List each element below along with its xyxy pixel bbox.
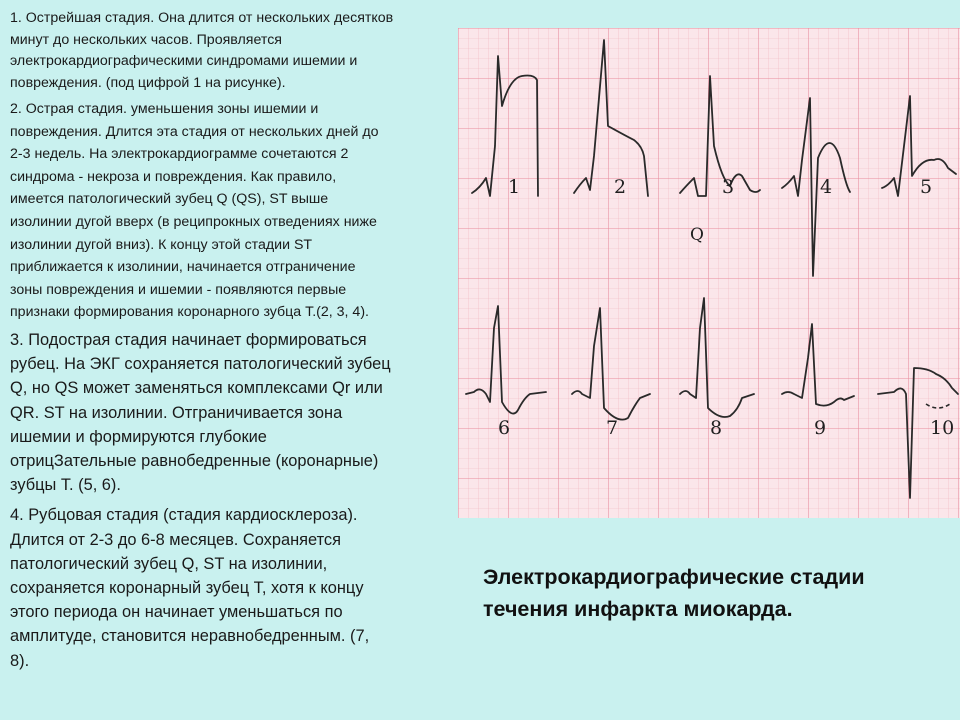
lead-label-10: 10 bbox=[930, 417, 955, 439]
lead-label-1: 1 bbox=[508, 176, 521, 198]
ecg-figure bbox=[458, 28, 960, 518]
q-label: Q bbox=[690, 225, 704, 245]
lead-label-3: 3 bbox=[722, 176, 735, 198]
stages-text bbox=[10, 8, 458, 677]
lead-label-2: 2 bbox=[614, 176, 627, 198]
lead-label-5: 5 bbox=[920, 176, 933, 198]
lead-label-6: 6 bbox=[498, 417, 511, 439]
ecg-strip bbox=[458, 28, 960, 518]
stage-3-text: 3. Подострая стадия начинает формироваться рубец. На ЭКГ сохраняется патологический зубец Q, но QS может заменяться комплексами Qr или QR. ST на изолинии. Отграничивается зона ишемии и формируются глубокие отрицЗательные равнобедренные (коронарные) зубцы Т. (5, 6). bbox=[10, 330, 391, 495]
lead-label-9: 9 bbox=[814, 417, 827, 439]
stage-1-text: 1. Острейшая стадия. Она длится от нескольких десятков минут до нескольких часов. Проявляется электрокардиографическими синдромами ишемии и повреждения. (под цифрой 1 на рисунке). bbox=[10, 10, 394, 91]
stage-4-text: 4. Рубцовая стадия (стадия кардиосклероза). Длится от 2-3 до 6-8 месяцев. Сохраняется патологический зубец Q, ST на изолинии, сохраняется коронарный зубец Т, хотя к концу этого периода он начинает уменьшаться по амплитуде, становится неравнобедренным. (7, 8). bbox=[10, 506, 370, 670]
figure-caption: Электрокардиографические стадии течения инфаркта миокарда. bbox=[483, 565, 865, 621]
lead-label-4: 4 bbox=[820, 176, 833, 198]
lead-label-8: 8 bbox=[710, 417, 723, 439]
stage-2-text: 2. Острая стадия. уменьшения зоны ишемии и повреждения. Длится эта стадия от нескольких дней до 2-3 недель. На электрокардиограмме сочетаются 2 синдрома - некроза и повреждения. Как правило, имеется патологический зубец Q (QS), ST выше изолинии дугой вверх (в реципрокных отведениях ниже изолинии дугой вниз). К концу этой стадии ST приближается к изолинии, начинается отграничение зоны повреждения и ишемии - появляются первые признаки формирования коронарного зубца Т.(2, 3, 4). bbox=[10, 101, 379, 321]
lead-label-7: 7 bbox=[606, 417, 619, 439]
